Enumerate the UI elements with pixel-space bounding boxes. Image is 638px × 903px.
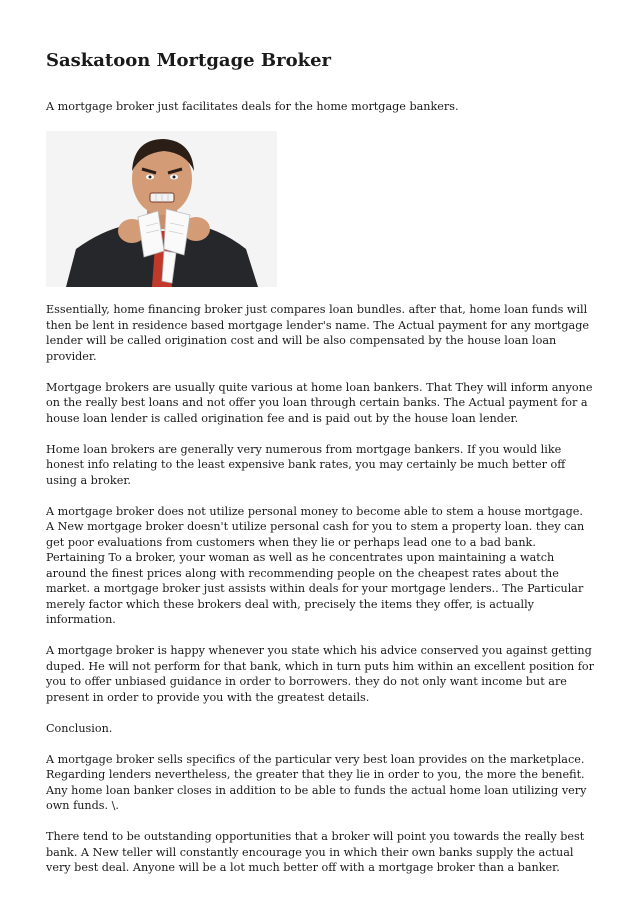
paragraph: A mortgage broker does not utilize personal money to become able to stem a house mortgage. A New mortgage broker doesn't utilize personal cash for you to stem a property loan. they can get poor evaluations from customers when they lie or perhaps lead one to a bad bank. Pertaining To a broker, your woman as well as he concentrates upon maintaining a watch around the finest prices along with recommending people on the cheapest rates about the market. a mortgage broker just assists within deals for your mortgage lenders.. The Particular merely factor which these brokers deal with, precisely the items they offer, is actually information.	[46, 504, 585, 626]
intro-paragraph: A mortgage broker just facilitates deals for the home mortgage bankers.	[46, 100, 459, 113]
conclusion-heading: Conclusion.	[46, 721, 113, 735]
paragraph: A mortgage broker is happy whenever you state which his advice conserved you against getting duped. He will not perform for that bank, which in turn puts him within an excellent position for you to offer unbiased guidance in order to borrowers. they do not only want income but are present in order to provide you with the greatest details.	[46, 644, 594, 704]
paragraph: A mortgage broker sells specifics of the particular very best loan provides on the marketplace. Regarding lenders nevertheless, the greater that they lie in order to you, the more the benefit. Any home loan banker closes in addition to be able to funds the actual home loan utilizing very own funds. \.	[46, 752, 587, 812]
paragraph: Mortgage brokers are usually quite various at home loan bankers. That They will inform anyone on the really best loans and not offer you loan through certain banks. The Actual payment for a house loan lender is called origination fee and is paid out by the house loan lender.	[46, 380, 593, 425]
angry-businessman-photo	[46, 131, 277, 287]
article-body	[46, 302, 594, 891]
paragraph: Home loan brokers are generally very numerous from mortgage bankers. If you would like honest info relating to the least expensive bank rates, you may certainly be much better off using a broker.	[46, 442, 566, 487]
paragraph: Essentially, home financing broker just compares loan bundles. after that, home loan funds will then be lent in residence based mortgage lender's name. The Actual payment for any mortgage lender will be called origination cost and will be also compensated by the house loan loan provider.	[46, 303, 589, 363]
paragraph: There tend to be outstanding opportunities that a broker will point you towards the really best bank. A New teller will constantly encourage you in which their own banks supply the actual very best deal. Anyone will be a lot much better off with a mortgage broker than a banker.	[46, 830, 585, 874]
page-title: Saskatoon Mortgage Broker	[46, 50, 332, 71]
